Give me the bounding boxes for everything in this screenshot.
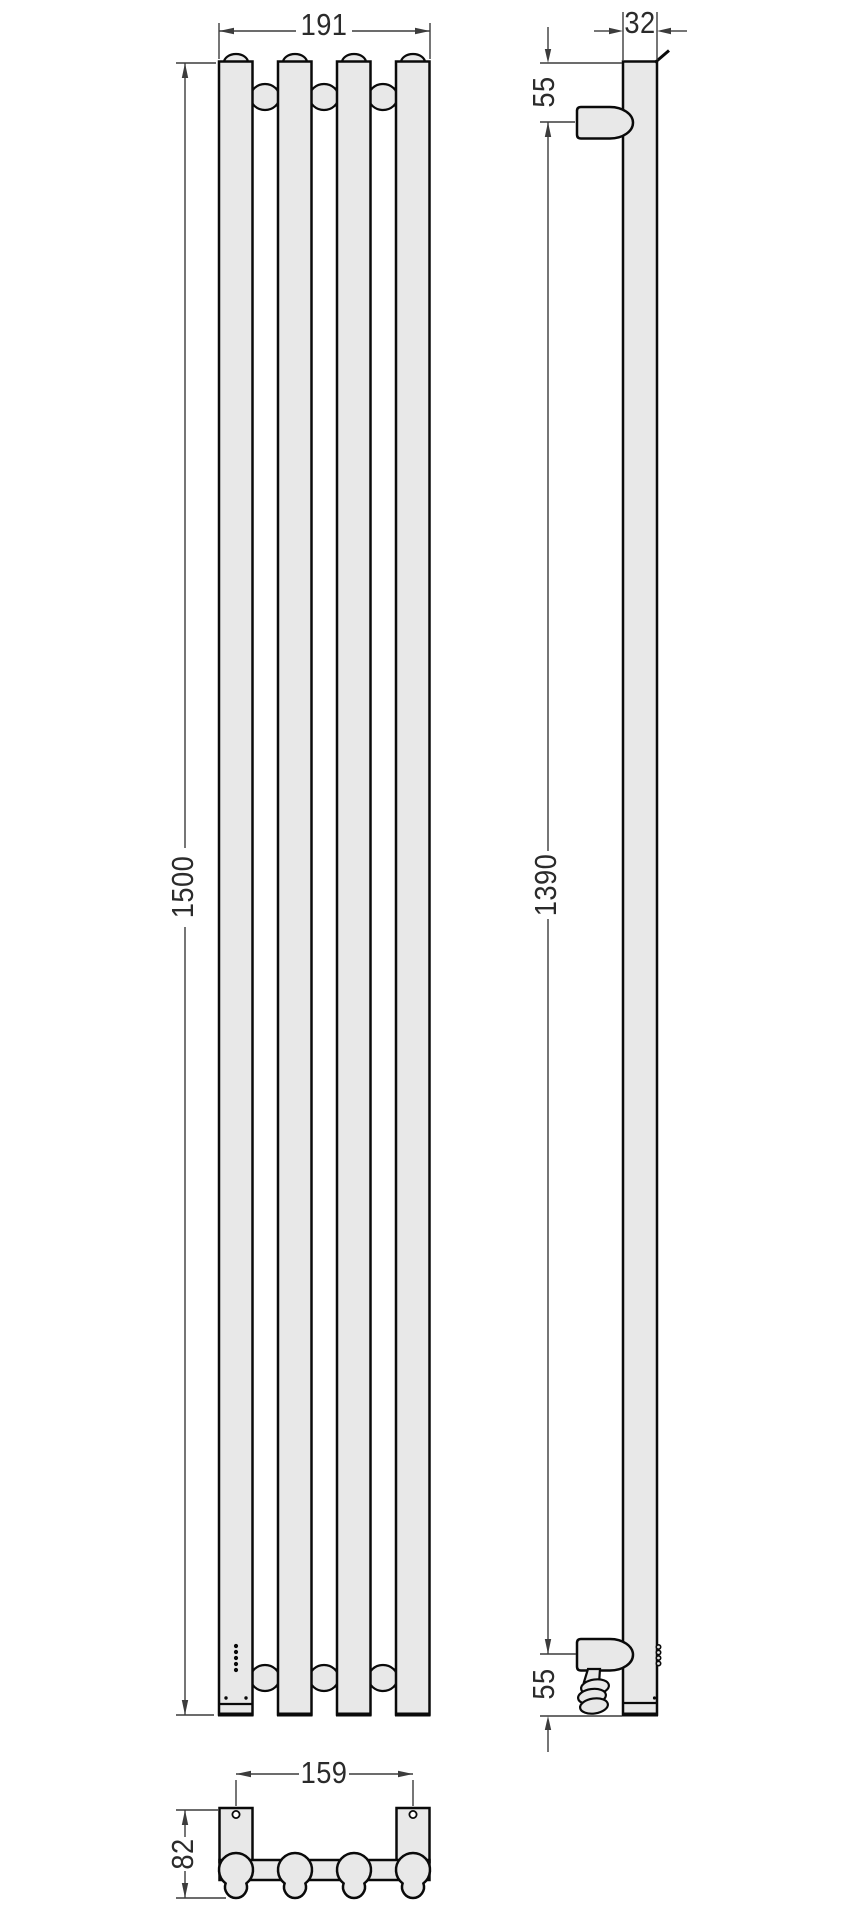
dim-label-width: 191 [300,8,348,43]
arrowhead [182,63,188,78]
arrowhead [415,28,430,34]
dim-label-height: 1500 [166,855,201,919]
arrowhead [657,28,671,34]
arrowhead [182,1700,188,1715]
top-connector-bulge-3 [369,84,398,110]
tube-2 [278,62,312,1715]
arrowhead [545,1639,551,1654]
dim-front-width [219,9,430,59]
dim-label-bracket-distance: 1390 [529,853,564,917]
side-profile-bar [623,62,657,1715]
top-connectors [250,84,398,110]
dim-side-depth [594,7,687,60]
indicator-dot [234,1662,238,1666]
cap-screw-left [224,1696,227,1699]
indicator-dot [234,1668,238,1672]
dim-plan-depth [167,1810,226,1898]
tube-2-bottom-edge [277,1713,313,1717]
plan-tube-2 [278,1853,312,1898]
screw-hole-right [409,1811,416,1818]
indicator-dot [234,1656,238,1660]
dim-label-bottom-offset: 55 [527,1668,562,1700]
bottom-connector-bulge-2 [310,1665,339,1691]
wall-bracket-top [577,107,633,139]
tube-1-bottom-edge [218,1713,254,1717]
bottom-connectors [250,1665,398,1691]
dim-label-depth: 32 [624,6,656,41]
arrowhead [398,1771,413,1777]
plan-tube-4 [396,1853,430,1898]
side-cap-screw [653,1696,656,1699]
tube-4 [396,62,430,1715]
arrowhead [545,122,551,137]
tube-1 [219,62,253,1715]
dim-label-spacing: 159 [300,1756,348,1791]
top-connector-bulge-1 [251,84,280,110]
arrowhead [219,28,234,34]
side-bottom-edge [622,1713,658,1717]
dim-plan-spacing [236,1757,413,1806]
dim-side-bracket-distance [530,122,576,1654]
plan-view [219,1808,430,1898]
edge-nub [656,1645,660,1649]
plan-tube-1 [219,1853,253,1898]
tube-3 [337,62,371,1715]
bottom-connector-bulge-3 [369,1665,398,1691]
cap-screw-right [244,1696,247,1699]
top-connector-bulge-2 [310,84,339,110]
edge-nub [656,1650,660,1654]
dim-front-height [167,63,216,1715]
plan-tube-3 [337,1853,371,1898]
arrowhead [545,49,551,63]
arrowhead [609,28,623,34]
arrowhead [236,1771,251,1777]
dim-side-bottom-offset [528,1668,622,1752]
indicator-dot [234,1644,238,1648]
arrowhead [182,1810,188,1825]
dim-label-plan-depth: 82 [166,1838,201,1870]
side-view [577,51,669,1717]
bottom-connector-bulge-1 [251,1665,280,1691]
indicator-dot [234,1650,238,1654]
dim-label-top-offset: 55 [527,76,562,108]
edge-nub [656,1656,660,1660]
power-cable-coil [577,1669,610,1715]
arrowhead [545,1716,551,1730]
wall-bracket-bottom [577,1639,633,1671]
arrowhead [182,1883,188,1898]
front-view [218,54,431,1717]
tube-4-bottom-edge [395,1713,431,1717]
tube-3-bottom-edge [336,1713,372,1717]
edge-nub [656,1661,660,1665]
screw-hole-left [232,1811,239,1818]
